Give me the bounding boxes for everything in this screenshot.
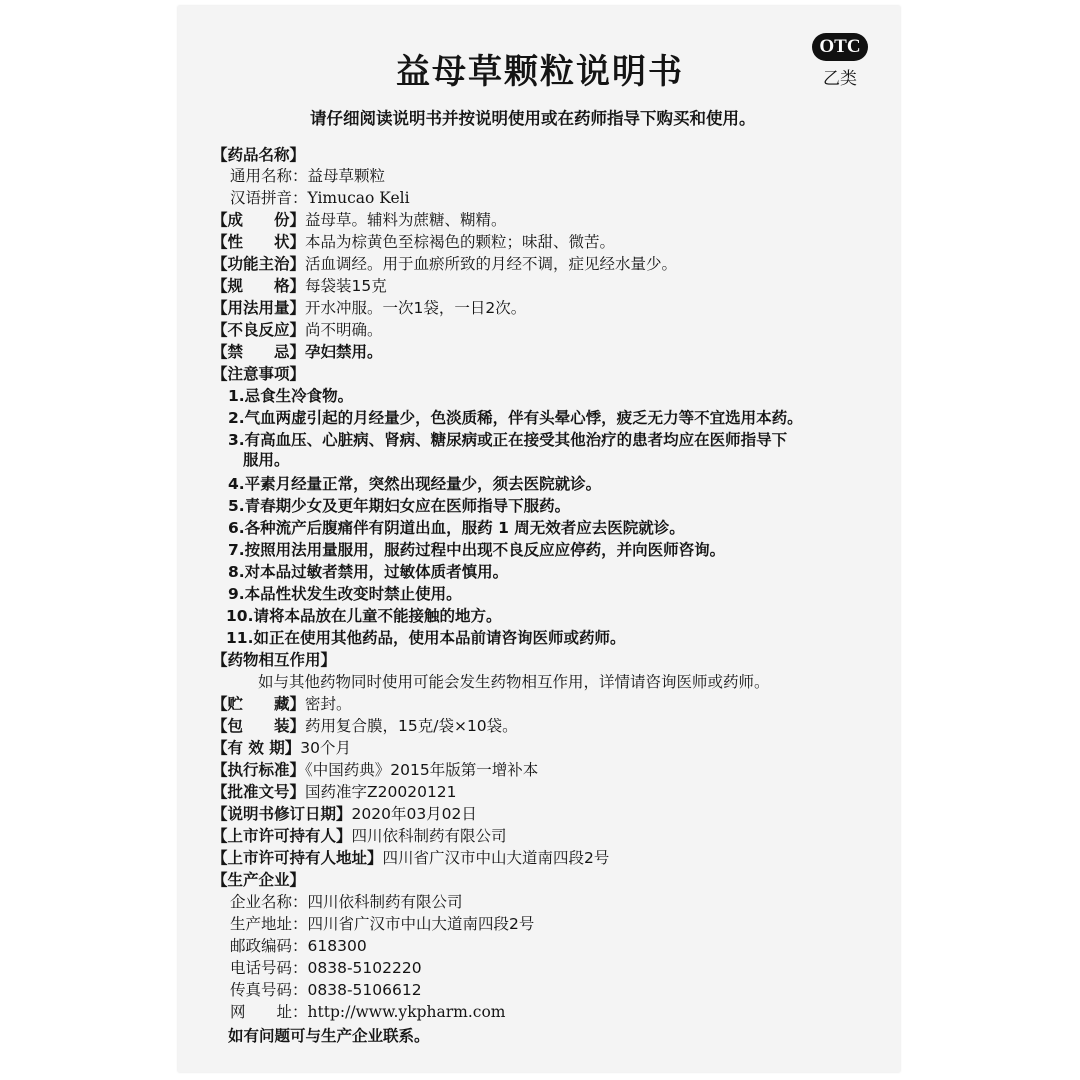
otc-class-label: 乙类 — [823, 69, 857, 89]
address-label: 生产地址： — [230, 915, 308, 933]
generic-name-value: 益母草颗粒 — [307, 167, 386, 185]
revision-row — [212, 804, 477, 824]
standard-label: 【执行标准】 — [212, 761, 306, 779]
company-label: 企业名称： — [230, 893, 308, 911]
approval-label: 【批准文号】 — [212, 783, 306, 801]
generic-name-label: 通用名称： — [230, 167, 308, 185]
precaution-item-cont: 服用。 — [243, 451, 290, 469]
precaution-item: 10.请将本品放在儿童不能接触的地方。 — [226, 607, 502, 625]
validity-row — [212, 738, 351, 758]
subtitle: 请仔细阅读说明书并按说明使用或在药师指导下购买和使用。 — [310, 109, 756, 128]
standard-row — [212, 760, 538, 780]
properties-label: 【性 状】 — [212, 233, 306, 251]
fax-row — [230, 980, 422, 1000]
approval-row — [212, 782, 457, 802]
fax-label: 传真号码： — [230, 981, 308, 999]
interactions-heading: 【药物相互作用】 — [212, 651, 337, 669]
package-label: 【包 装】 — [212, 717, 306, 735]
properties-value: 本品为棕黄色至棕褐色的颗粒；味甜、微苦。 — [305, 233, 616, 251]
precautions-heading: 【注意事项】 — [212, 365, 306, 383]
page-title: 益母草颗粒说明书 — [396, 52, 684, 92]
contraindication-label: 【禁 忌】 — [212, 343, 306, 361]
otc-badge: OTC — [812, 33, 868, 61]
interactions-text: 如与其他药物同时使用可能会发生药物相互作用，详情请咨询医师或药师。 — [258, 673, 770, 691]
phone-row — [230, 958, 422, 978]
website-label: 网 址： — [230, 1003, 308, 1021]
properties-row — [212, 232, 615, 252]
mah-address-value: 四川省广汉市中山大道南四段2号 — [382, 849, 610, 867]
ingredients-row — [212, 210, 507, 230]
precaution-item: 3.有高血压、心脏病、肾病、糖尿病或正在接受其他治疗的患者均应在医师指导下 — [228, 431, 788, 449]
company-value: 四川依科制药有限公司 — [307, 893, 463, 911]
indications-label: 【功能主治】 — [212, 255, 306, 273]
generic-name-row — [230, 166, 385, 186]
website-row — [230, 1002, 505, 1022]
pinyin-label: 汉语拼音： — [230, 189, 308, 207]
company-row — [230, 892, 463, 912]
specification-label: 【规 格】 — [212, 277, 306, 295]
fax-value: 0838-5106612 — [307, 981, 422, 999]
mah-address-label: 【上市许可持有人地址】 — [212, 849, 383, 867]
precaution-item: 5.青春期少女及更年期妇女应在医师指导下服药。 — [228, 497, 571, 515]
postcode-value: 618300 — [307, 937, 367, 955]
address-value: 四川省广汉市中山大道南四段2号 — [307, 915, 535, 933]
adverse-value: 尚不明确。 — [305, 321, 383, 339]
ingredients-label: 【成 份】 — [212, 211, 306, 229]
indications-row — [212, 254, 677, 274]
adverse-row — [212, 320, 383, 340]
website-value: http://www.ykpharm.com — [307, 1003, 506, 1021]
precaution-item: 9.本品性状发生改变时禁止使用。 — [228, 585, 462, 603]
storage-row — [212, 694, 352, 714]
revision-value: 2020年03月02日 — [351, 805, 477, 823]
precaution-item: 6.各种流产后腹痛伴有阴道出血，服药 1 周无效者应去医院就诊。 — [228, 519, 685, 537]
pinyin-row — [230, 188, 410, 208]
precaution-item: 11.如正在使用其他药品，使用本品前请咨询医师或药师。 — [226, 629, 626, 647]
pinyin-value: Yimucao Keli — [307, 189, 410, 207]
package-row — [212, 716, 518, 736]
mah-value: 四川依科制药有限公司 — [351, 827, 507, 845]
precaution-item: 4.平素月经量正常，突然出现经量少，须去医院就诊。 — [228, 475, 602, 493]
drug-name-heading: 【药品名称】 — [212, 146, 306, 164]
mah-label: 【上市许可持有人】 — [212, 827, 352, 845]
storage-value: 密封。 — [305, 695, 352, 713]
dosage-value: 开水冲服。一次1袋，一日2次。 — [305, 299, 527, 317]
approval-value: 国药准字Z20020121 — [305, 783, 457, 801]
precaution-item: 7.按照用法用量服用，服药过程中出现不良反应应停药，并向医师咨询。 — [228, 541, 726, 559]
mah-address-row — [212, 848, 609, 868]
specification-row — [212, 276, 387, 296]
dosage-row — [212, 298, 526, 318]
phone-value: 0838-5102220 — [307, 959, 422, 977]
validity-label: 【有 效 期】 — [212, 739, 301, 757]
dosage-label: 【用法用量】 — [212, 299, 306, 317]
indications-value: 活血调经。用于血瘀所致的月经不调，症见经水量少。 — [305, 255, 678, 273]
mah-row — [212, 826, 507, 846]
package-value: 药用复合膜，15克/袋×10袋。 — [305, 717, 518, 735]
storage-label: 【贮 藏】 — [212, 695, 306, 713]
manufacturer-heading: 【生产企业】 — [212, 871, 306, 889]
address-row — [230, 914, 534, 934]
precaution-item: 8.对本品过敏者禁用，过敏体质者慎用。 — [228, 563, 509, 581]
postcode-row — [230, 936, 367, 956]
specification-value: 每袋装15克 — [305, 277, 387, 295]
phone-label: 电话号码： — [230, 959, 308, 977]
adverse-label: 【不良反应】 — [212, 321, 306, 339]
precaution-item: 1.忌食生冷食物。 — [228, 387, 354, 405]
standard-value: 《中国药典》2015年版第一增补本 — [305, 761, 539, 779]
revision-label: 【说明书修订日期】 — [212, 805, 352, 823]
validity-value: 30个月 — [300, 739, 352, 757]
contraindication-row — [212, 342, 383, 362]
footer-note: 如有问题可与生产企业联系。 — [228, 1027, 430, 1045]
contraindication-value: 孕妇禁用。 — [305, 343, 383, 361]
ingredients-value: 益母草。辅料为蔗糖、糊精。 — [305, 211, 507, 229]
postcode-label: 邮政编码： — [230, 937, 308, 955]
precaution-item: 2.气血两虚引起的月经量少，色淡质稀，伴有头晕心悸，疲乏无力等不宜选用本药。 — [228, 409, 803, 427]
